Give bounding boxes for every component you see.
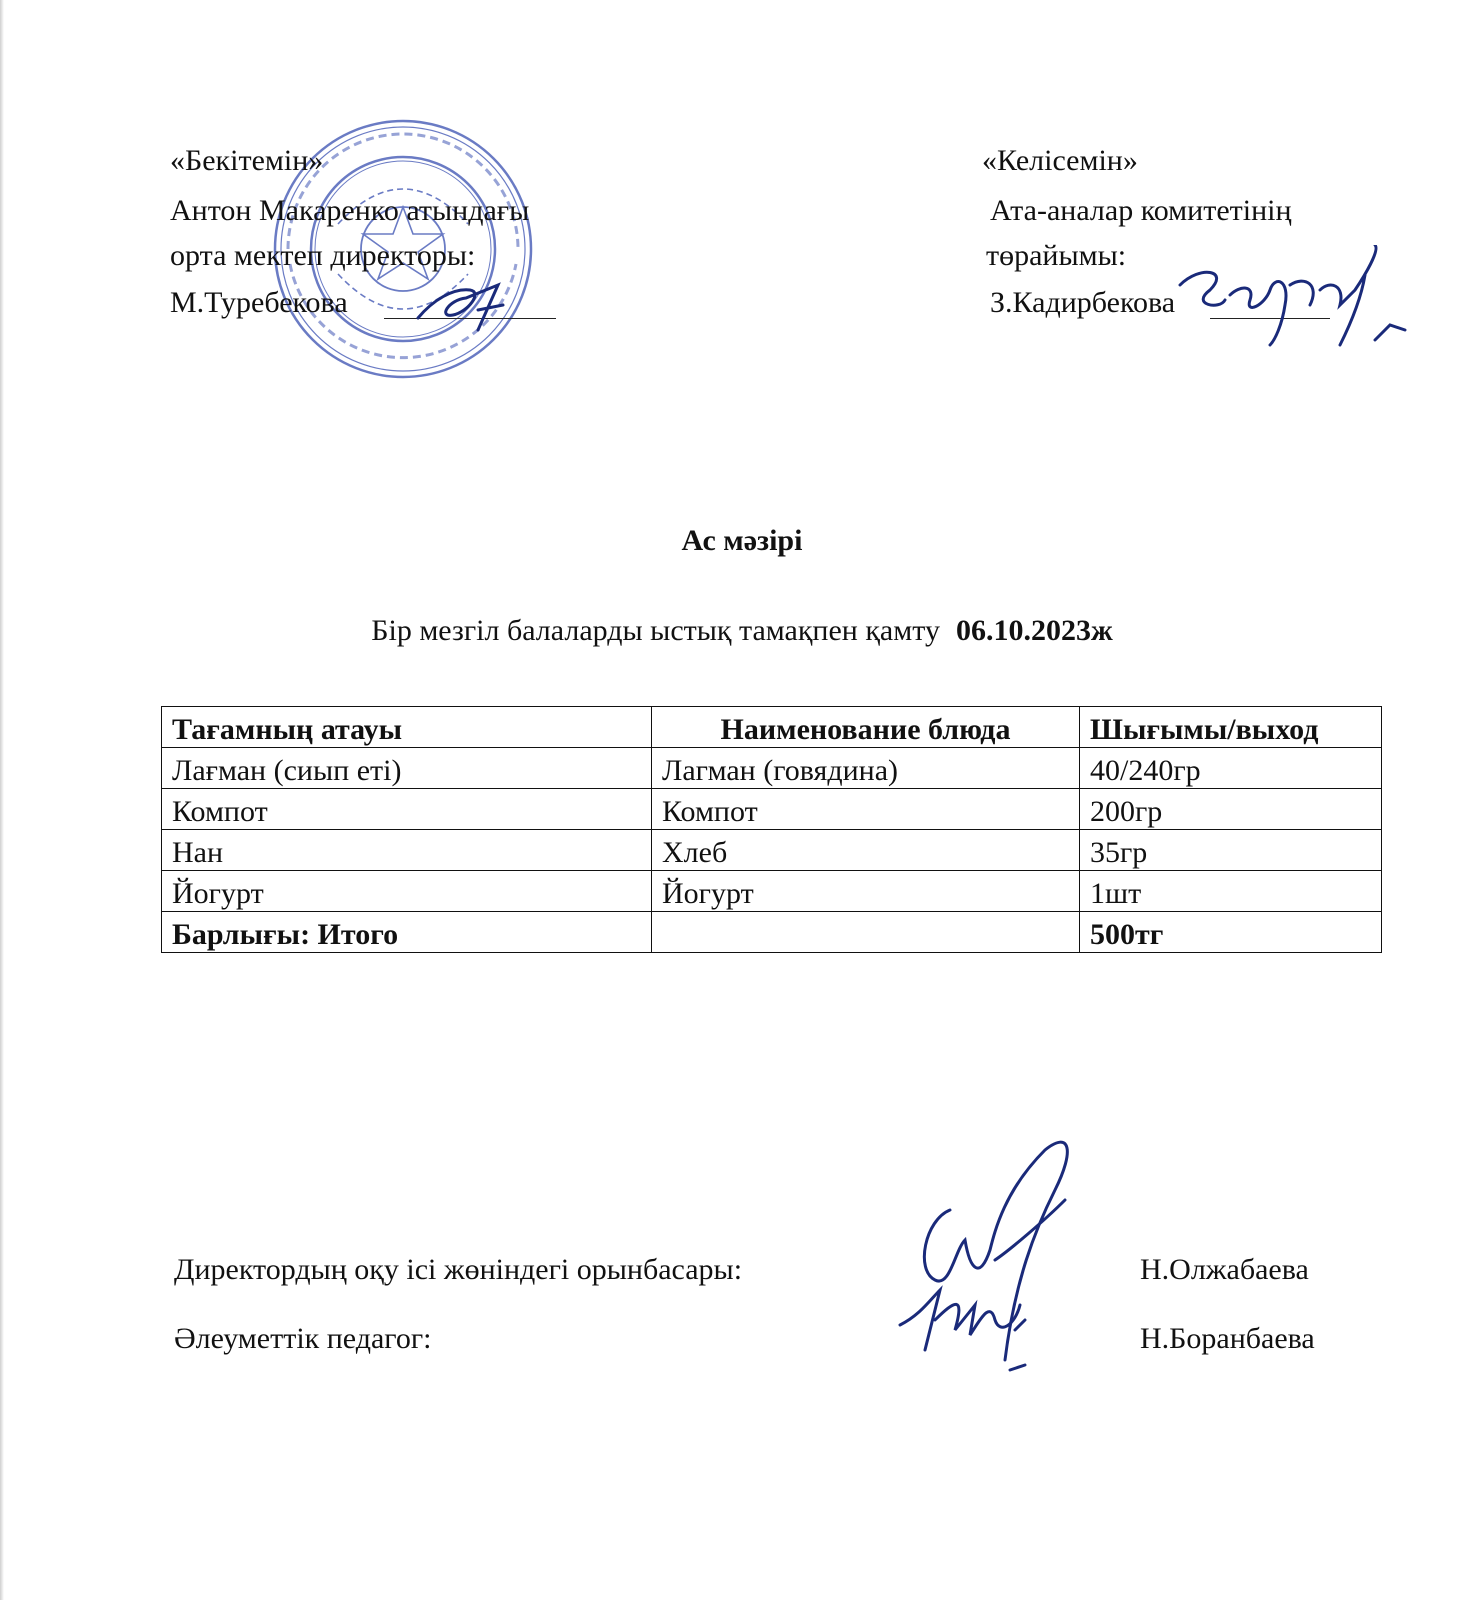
table-row — [162, 789, 1382, 830]
cell-ru-name: Хлеб — [652, 830, 1080, 871]
subtitle-text: Бір мезгіл балаларды ыстық тамақпен қамту — [371, 614, 940, 647]
approve-heading: «Бекітемін» — [170, 144, 324, 177]
total-empty-cell — [652, 912, 1080, 953]
pedagog-role: Әлеуметтік педагог: — [174, 1322, 432, 1355]
pedagog-name: Н.Боранбаева — [1140, 1322, 1315, 1355]
cell-output: 35гр — [1080, 830, 1382, 871]
cell-kz-name: Йогурт — [162, 871, 652, 912]
page-subtitle — [0, 614, 1484, 648]
cell-kz-name: Лағман (сиып еті) — [162, 748, 652, 789]
agree-line-2: төрайымы: — [986, 239, 1127, 272]
cell-ru-name: Компот — [652, 789, 1080, 830]
deputy-signature — [895, 1130, 1095, 1380]
header-output: Шығымы/выход — [1080, 707, 1382, 748]
header-ru-name: Наименование блюда — [652, 707, 1080, 748]
table-total-row — [162, 912, 1382, 953]
cell-ru-name: Лагман (говядина) — [652, 748, 1080, 789]
agree-name: З.Кадирбекова — [990, 286, 1176, 319]
total-value: 500тг — [1080, 912, 1382, 953]
cell-output: 40/240гр — [1080, 748, 1382, 789]
approve-name: М.Туребекова — [170, 286, 348, 319]
cell-kz-name: Нан — [162, 830, 652, 871]
table-row — [162, 748, 1382, 789]
agree-line-1: Ата-аналар комитетінің — [990, 194, 1292, 227]
cell-ru-name: Йогурт — [652, 871, 1080, 912]
director-signature — [408, 270, 518, 340]
agree-heading: «Келісемін» — [982, 144, 1138, 177]
subtitle-date: 06.10.2023ж — [955, 614, 1113, 647]
cell-output: 200гр — [1080, 789, 1382, 830]
cell-kz-name: Компот — [162, 789, 652, 830]
deputy-name: Н.Олжабаева — [1140, 1253, 1309, 1286]
table-row — [162, 830, 1382, 871]
committee-signature — [1170, 245, 1420, 355]
page-title: Ас мәзірі — [681, 524, 803, 557]
total-label: Барлығы: Итого — [162, 912, 652, 953]
approve-line-1: Антон Макаренко атындағы — [170, 194, 530, 227]
cell-output: 1шт — [1080, 871, 1382, 912]
deputy-role: Директордың оқу ісі жөніндегі орынбасары: — [174, 1253, 743, 1286]
header-kz-name: Тағамның атауы — [162, 707, 652, 748]
table-row — [162, 871, 1382, 912]
menu-table — [161, 706, 1382, 953]
table-header-row — [162, 707, 1382, 748]
approve-line-2: орта мектеп директоры: — [170, 239, 476, 272]
